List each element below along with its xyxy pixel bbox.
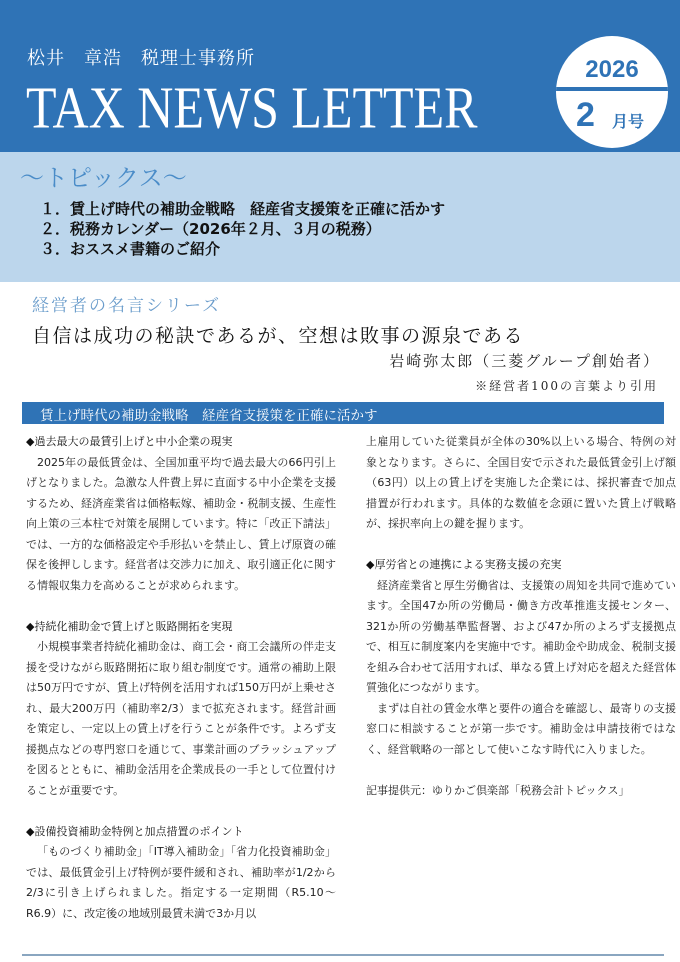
newsletter-header bbox=[0, 0, 680, 152]
section-body: 小規模事業者持続化補助金は、商工会・商工会議所の伴走支援を受けながら販路開拓に取り組む制度です。通常の補助上限は50万円ですが、賃上げ特例を活用すれば150万円が上乗せされ、最大200万円（補助率2/3）まで拡充されます。経営計画を策定し、一定以上の賃上げを行うことが条件です。よろず支援拠点などの専門窓口を通じて、事業計画のブラッシュアップを図るとともに、補助金活用を企業成長の一手として位置付けることが重要です。 bbox=[26, 640, 336, 797]
topic-item: １．賃上げ時代の補助金戦略 経産省支援策を正確に活かす bbox=[40, 200, 446, 218]
section-body: まずは自社の賃金水準と要件の適合を確認し、最寄りの支援窓口に相談することが第一歩です。補助金は申請技術ではなく、経営戦略の一部として使いこなす時代に入りました。 bbox=[366, 701, 676, 756]
issue-badge bbox=[556, 36, 668, 148]
bottom-divider bbox=[22, 954, 664, 956]
quote-author: 岩崎弥太郎（三菱グループ創始者） bbox=[389, 352, 660, 370]
section-heading: ◆持続化補助金で賃上げと販路開拓を実現 bbox=[26, 619, 233, 633]
section-body: 経済産業省と厚生労働省は、支援策の周知を共同で進めています。全国47か所の労働局・働き方改革推進支援センター、321か所の労働基準監督署、および47か所のよろず支援拠点で、相互に制度案内を実施中です。補助金や助成金、税制支援を組み合わせて活用すれば、単なる賃上げ対応を超えた経営体質強化につながります。 bbox=[366, 578, 676, 694]
quote-source: ※経営者100の言葉より引用 bbox=[475, 379, 658, 393]
spacer bbox=[366, 535, 676, 556]
section-heading: ◆厚労省との連携による実務支援の充実 bbox=[366, 558, 562, 571]
topics-title: ～トピックス～ bbox=[20, 164, 187, 192]
article-credit: 記事提供元：ゆりかご倶楽部「税務会計トピックス」 bbox=[366, 783, 630, 797]
section-heading: ◆過去最大の最賃引上げと中小企業の現実 bbox=[26, 435, 233, 448]
issue-divider bbox=[556, 87, 668, 91]
topic-item: ３．おススメ書籍のご紹介 bbox=[40, 240, 221, 258]
issue-month-suffix: 月号 bbox=[612, 112, 645, 131]
quote-series-label: 経営者の名言シリーズ bbox=[32, 296, 222, 316]
topics-list bbox=[40, 199, 445, 259]
article-column-right bbox=[366, 432, 676, 801]
topic-item: ２．税務カレンダー（2026年２月、３月の税務） bbox=[40, 220, 381, 238]
issue-month: 2 bbox=[576, 96, 595, 134]
quote-text: 自信は成功の秘訣であるが、空想は敗事の源泉である bbox=[32, 325, 525, 347]
spacer bbox=[26, 801, 336, 822]
issue-year: 2026 bbox=[585, 56, 639, 83]
spacer bbox=[366, 760, 676, 781]
office-name: 松井 章浩 税理士事務所 bbox=[27, 48, 255, 69]
newsletter-title: TAX NEWS LETTER bbox=[26, 74, 478, 141]
article-title-bar bbox=[22, 402, 664, 424]
article-title: 賃上げ時代の補助金戦略 経産省支援策を正確に活かす bbox=[40, 408, 378, 424]
section-body: 「ものづくり補助金」「IT導入補助金」「省力化投資補助金」では、最低賃金引上げ特例が要件緩和され、補助率が1/2から2/3に引き上げられました。指定する一定期間（R5.10～R6.9）に、改定後の地域別最賃未満で3か月以 bbox=[26, 845, 336, 920]
article-column-left bbox=[26, 432, 336, 924]
topics-box bbox=[0, 152, 680, 282]
spacer bbox=[26, 596, 336, 617]
section-body: 2025年の最低賃金は、全国加重平均で過去最大の66円引上げとなりました。急激な人件費上昇に直面する中小企業を支援するため、経済産業省は価格転嫁、補助金・税制支援、生産性向上策の三本柱で対策を展開しています。特に「改正下請法」では、一方的な価格設定や手形払いを禁止し、賃上げ原資の確保を後押しします。経営者は交渉力に加え、取引適正化に関する情報収集力を高めることが求められます。 bbox=[26, 455, 336, 592]
section-heading: ◆設備投資補助金特例と加点措置のポイント bbox=[26, 824, 244, 838]
section-body-continued: 上雇用していた従業員が全体の30%以上いる場合、特例の対象となります。さらに、全国目安で示された最低賃金引上げ額（63円）以上の賃上げを実施した企業には、採択審査で加点措置が行われます。具体的な数値を念頭に置いた賃上げ戦略が、採択率向上の鍵を握ります。 bbox=[366, 435, 676, 530]
